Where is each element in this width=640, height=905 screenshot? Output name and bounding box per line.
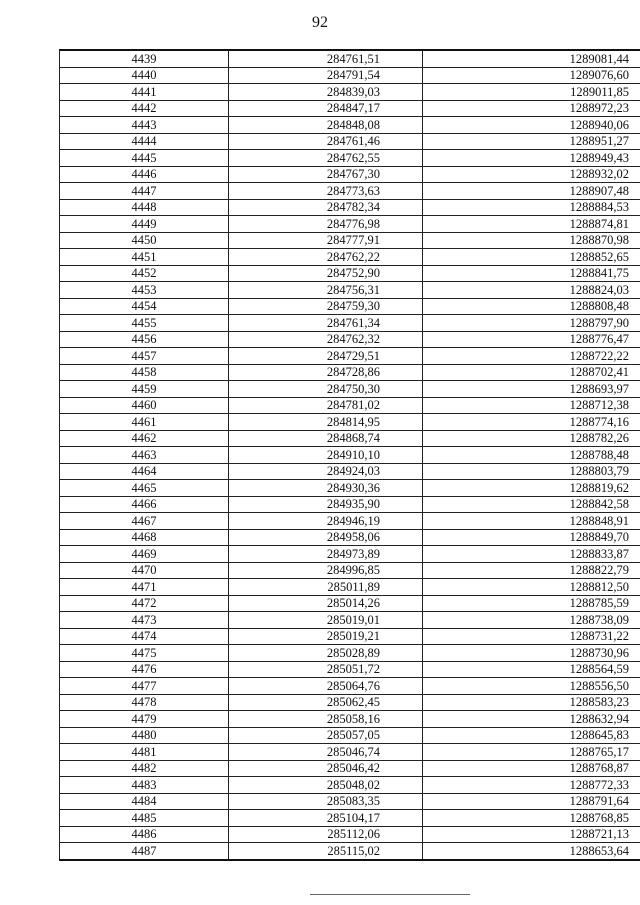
x-coordinate-cell: 284791,54 [229, 67, 423, 84]
table-row [60, 67, 640, 84]
table-row [60, 331, 640, 348]
point-number-cell: 4472 [60, 595, 229, 612]
table-row [60, 612, 640, 629]
y-coordinate-cell: 1288774,16 [423, 414, 640, 431]
table-row [60, 661, 640, 678]
point-number-cell: 4456 [60, 331, 229, 348]
point-number-cell: 4479 [60, 711, 229, 728]
table-row [60, 249, 640, 266]
table-row [60, 843, 640, 860]
point-number-cell: 4485 [60, 810, 229, 827]
y-coordinate-cell: 1288849,70 [423, 529, 640, 546]
y-coordinate-cell: 1288730,96 [423, 645, 640, 662]
y-coordinate-cell: 1288951,27 [423, 133, 640, 150]
y-coordinate-cell: 1288583,23 [423, 694, 640, 711]
footer-divider [310, 894, 470, 895]
y-coordinate-cell: 1288776,47 [423, 331, 640, 348]
table-row [60, 562, 640, 579]
y-coordinate-cell: 1288653,64 [423, 843, 640, 860]
x-coordinate-cell: 284973,89 [229, 546, 423, 563]
point-number-cell: 4480 [60, 727, 229, 744]
table-row [60, 513, 640, 530]
y-coordinate-cell: 1288884,53 [423, 199, 640, 216]
y-coordinate-cell: 1288556,50 [423, 678, 640, 695]
y-coordinate-cell: 1288782,26 [423, 430, 640, 447]
point-number-cell: 4475 [60, 645, 229, 662]
x-coordinate-cell: 285014,26 [229, 595, 423, 612]
table-row [60, 298, 640, 315]
x-coordinate-cell: 284781,02 [229, 397, 423, 414]
x-coordinate-cell: 285057,05 [229, 727, 423, 744]
table-row [60, 711, 640, 728]
point-number-cell: 4474 [60, 628, 229, 645]
point-number-cell: 4442 [60, 100, 229, 117]
table-row [60, 777, 640, 794]
y-coordinate-cell: 1288791,64 [423, 793, 640, 810]
y-coordinate-cell: 1289076,60 [423, 67, 640, 84]
y-coordinate-cell: 1288812,50 [423, 579, 640, 596]
point-number-cell: 4462 [60, 430, 229, 447]
point-number-cell: 4466 [60, 496, 229, 513]
x-coordinate-cell: 284924,03 [229, 463, 423, 480]
point-number-cell: 4451 [60, 249, 229, 266]
x-coordinate-cell: 284910,10 [229, 447, 423, 464]
y-coordinate-cell: 1288797,90 [423, 315, 640, 332]
x-coordinate-cell: 284776,98 [229, 216, 423, 233]
table-row [60, 50, 640, 67]
table-row [60, 414, 640, 431]
x-coordinate-cell: 284930,36 [229, 480, 423, 497]
point-number-cell: 4453 [60, 282, 229, 299]
table-row [60, 595, 640, 612]
y-coordinate-cell: 1288765,17 [423, 744, 640, 761]
y-coordinate-cell: 1288940,06 [423, 117, 640, 134]
x-coordinate-cell: 284935,90 [229, 496, 423, 513]
y-coordinate-cell: 1288842,58 [423, 496, 640, 513]
table-row [60, 645, 640, 662]
table-row [60, 480, 640, 497]
table-row [60, 199, 640, 216]
table-row [60, 447, 640, 464]
x-coordinate-cell: 284996,85 [229, 562, 423, 579]
table-row [60, 381, 640, 398]
table-row [60, 546, 640, 563]
point-number-cell: 4486 [60, 826, 229, 843]
point-number-cell: 4481 [60, 744, 229, 761]
x-coordinate-cell: 285062,45 [229, 694, 423, 711]
y-coordinate-cell: 1288932,02 [423, 166, 640, 183]
point-number-cell: 4478 [60, 694, 229, 711]
x-coordinate-cell: 285112,06 [229, 826, 423, 843]
table-row [60, 183, 640, 200]
x-coordinate-cell: 284782,34 [229, 199, 423, 216]
table-row [60, 463, 640, 480]
point-number-cell: 4471 [60, 579, 229, 596]
x-coordinate-cell: 284729,51 [229, 348, 423, 365]
x-coordinate-cell: 284756,31 [229, 282, 423, 299]
point-number-cell: 4446 [60, 166, 229, 183]
table-row [60, 793, 640, 810]
y-coordinate-cell: 1288819,62 [423, 480, 640, 497]
page-number: 92 [312, 14, 328, 31]
y-coordinate-cell: 1288768,85 [423, 810, 640, 827]
point-number-cell: 4459 [60, 381, 229, 398]
point-number-cell: 4447 [60, 183, 229, 200]
x-coordinate-cell: 284839,03 [229, 84, 423, 101]
point-number-cell: 4441 [60, 84, 229, 101]
table-row [60, 364, 640, 381]
point-number-cell: 4461 [60, 414, 229, 431]
y-coordinate-cell: 1288870,98 [423, 232, 640, 249]
table-row [60, 579, 640, 596]
x-coordinate-cell: 284767,30 [229, 166, 423, 183]
table-row [60, 100, 640, 117]
y-coordinate-cell: 1289081,44 [423, 50, 640, 67]
point-number-cell: 4448 [60, 199, 229, 216]
y-coordinate-cell: 1288731,22 [423, 628, 640, 645]
y-coordinate-cell: 1288645,83 [423, 727, 640, 744]
x-coordinate-cell: 284868,74 [229, 430, 423, 447]
x-coordinate-cell: 285064,76 [229, 678, 423, 695]
point-number-cell: 4455 [60, 315, 229, 332]
point-number-cell: 4463 [60, 447, 229, 464]
y-coordinate-cell: 1289011,85 [423, 84, 640, 101]
table-row [60, 282, 640, 299]
x-coordinate-cell: 284761,34 [229, 315, 423, 332]
y-coordinate-cell: 1288693,97 [423, 381, 640, 398]
table-row [60, 133, 640, 150]
point-number-cell: 4482 [60, 760, 229, 777]
x-coordinate-cell: 284752,90 [229, 265, 423, 282]
x-coordinate-cell: 285028,89 [229, 645, 423, 662]
x-coordinate-cell: 284728,86 [229, 364, 423, 381]
point-number-cell: 4449 [60, 216, 229, 233]
x-coordinate-cell: 284958,06 [229, 529, 423, 546]
point-number-cell: 4464 [60, 463, 229, 480]
x-coordinate-cell: 284946,19 [229, 513, 423, 530]
x-coordinate-cell: 284750,30 [229, 381, 423, 398]
y-coordinate-cell: 1288874,81 [423, 216, 640, 233]
point-number-cell: 4439 [60, 50, 229, 67]
table-row [60, 232, 640, 249]
y-coordinate-cell: 1288803,79 [423, 463, 640, 480]
table-row [60, 216, 640, 233]
table-row [60, 430, 640, 447]
point-number-cell: 4443 [60, 117, 229, 134]
y-coordinate-cell: 1288738,09 [423, 612, 640, 629]
point-number-cell: 4487 [60, 843, 229, 860]
x-coordinate-cell: 285046,42 [229, 760, 423, 777]
x-coordinate-cell: 284762,32 [229, 331, 423, 348]
y-coordinate-cell: 1288824,03 [423, 282, 640, 299]
table-row [60, 810, 640, 827]
y-coordinate-cell: 1288949,43 [423, 150, 640, 167]
x-coordinate-cell: 284762,55 [229, 150, 423, 167]
x-coordinate-cell: 284762,22 [229, 249, 423, 266]
x-coordinate-cell: 285019,21 [229, 628, 423, 645]
table-row [60, 166, 640, 183]
y-coordinate-cell: 1288833,87 [423, 546, 640, 563]
point-number-cell: 4484 [60, 793, 229, 810]
table-row [60, 348, 640, 365]
point-number-cell: 4444 [60, 133, 229, 150]
x-coordinate-cell: 285104,17 [229, 810, 423, 827]
y-coordinate-cell: 1288632,94 [423, 711, 640, 728]
point-number-cell: 4468 [60, 529, 229, 546]
y-coordinate-cell: 1288972,23 [423, 100, 640, 117]
table-row [60, 265, 640, 282]
x-coordinate-cell: 285046,74 [229, 744, 423, 761]
point-number-cell: 4476 [60, 661, 229, 678]
x-coordinate-cell: 284761,46 [229, 133, 423, 150]
table-row [60, 744, 640, 761]
table-row [60, 678, 640, 695]
x-coordinate-cell: 285019,01 [229, 612, 423, 629]
y-coordinate-cell: 1288907,48 [423, 183, 640, 200]
point-number-cell: 4467 [60, 513, 229, 530]
y-coordinate-cell: 1288785,59 [423, 595, 640, 612]
y-coordinate-cell: 1288702,41 [423, 364, 640, 381]
x-coordinate-cell: 284773,63 [229, 183, 423, 200]
point-number-cell: 4452 [60, 265, 229, 282]
table-row [60, 826, 640, 843]
y-coordinate-cell: 1288722,22 [423, 348, 640, 365]
x-coordinate-cell: 285083,35 [229, 793, 423, 810]
y-coordinate-cell: 1288721,13 [423, 826, 640, 843]
x-coordinate-cell: 284759,30 [229, 298, 423, 315]
point-number-cell: 4445 [60, 150, 229, 167]
x-coordinate-cell: 284777,91 [229, 232, 423, 249]
y-coordinate-cell: 1288772,33 [423, 777, 640, 794]
x-coordinate-cell: 284847,17 [229, 100, 423, 117]
y-coordinate-cell: 1288564,59 [423, 661, 640, 678]
x-coordinate-cell: 285048,02 [229, 777, 423, 794]
x-coordinate-cell: 284814,95 [229, 414, 423, 431]
table-row [60, 727, 640, 744]
table-row [60, 315, 640, 332]
y-coordinate-cell: 1288852,65 [423, 249, 640, 266]
y-coordinate-cell: 1288768,87 [423, 760, 640, 777]
y-coordinate-cell: 1288841,75 [423, 265, 640, 282]
table-row [60, 150, 640, 167]
x-coordinate-cell: 284761,51 [229, 50, 423, 67]
point-number-cell: 4477 [60, 678, 229, 695]
table-body [60, 50, 640, 860]
table-row [60, 496, 640, 513]
table-row [60, 628, 640, 645]
table-row [60, 117, 640, 134]
point-number-cell: 4460 [60, 397, 229, 414]
x-coordinate-cell: 285051,72 [229, 661, 423, 678]
point-number-cell: 4458 [60, 364, 229, 381]
y-coordinate-cell: 1288822,79 [423, 562, 640, 579]
x-coordinate-cell: 284848,08 [229, 117, 423, 134]
table-row [60, 529, 640, 546]
y-coordinate-cell: 1288712,38 [423, 397, 640, 414]
point-number-cell: 4454 [60, 298, 229, 315]
table-row [60, 84, 640, 101]
x-coordinate-cell: 285115,02 [229, 843, 423, 860]
x-coordinate-cell: 285011,89 [229, 579, 423, 596]
x-coordinate-cell: 285058,16 [229, 711, 423, 728]
coordinates-table [59, 49, 640, 861]
point-number-cell: 4473 [60, 612, 229, 629]
point-number-cell: 4469 [60, 546, 229, 563]
y-coordinate-cell: 1288788,48 [423, 447, 640, 464]
point-number-cell: 4465 [60, 480, 229, 497]
point-number-cell: 4470 [60, 562, 229, 579]
point-number-cell: 4450 [60, 232, 229, 249]
y-coordinate-cell: 1288808,48 [423, 298, 640, 315]
y-coordinate-cell: 1288848,91 [423, 513, 640, 530]
point-number-cell: 4440 [60, 67, 229, 84]
table-row [60, 694, 640, 711]
table-row [60, 397, 640, 414]
point-number-cell: 4457 [60, 348, 229, 365]
point-number-cell: 4483 [60, 777, 229, 794]
table-row [60, 760, 640, 777]
